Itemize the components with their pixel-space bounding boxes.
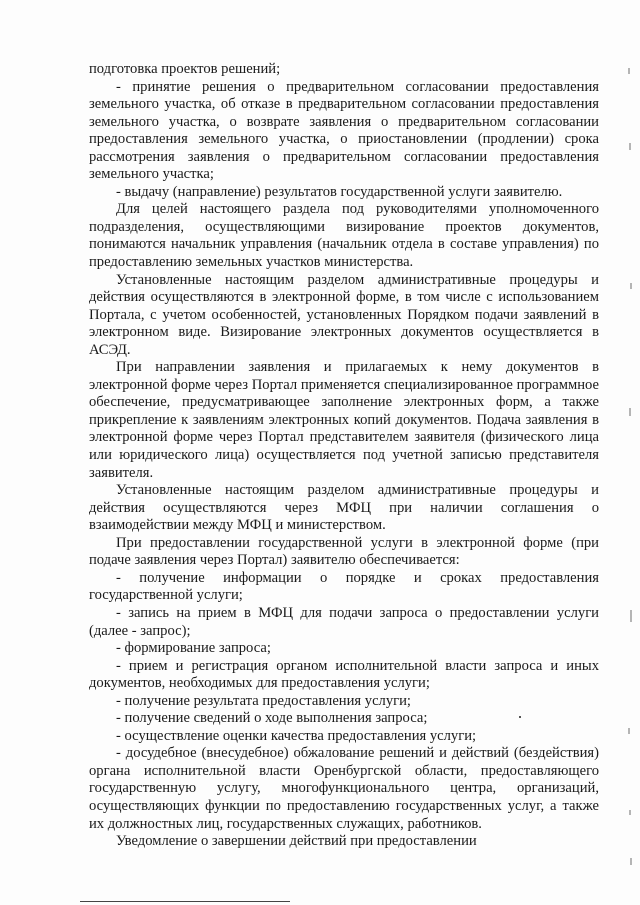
paragraph: Уведомление о завершении действий при предоставлении [116,833,477,850]
paragraph: Установленные настоящим разделом административные процедуры и действия осуществляются через МФЦ при наличии соглашения о взаимодействии между МФЦ и министерством. [89,482,599,534]
paragraph: - досудебное (внесудебное) обжалование решений и действий (бездействия) органа исполнительной власти Оренбургской области, предоставляющего государственную услугу, многофункционального центра, организаций, осуществляющих функции по предоставлению государственных услуг, а также их должностных лиц, государственных служащих, работников. [89,745,599,832]
scan-speck [628,68,630,74]
footer-rule [80,901,290,902]
scan-speck [629,408,631,416]
paragraph: - получение информации о порядке и сроках предоставления государственной услуги; [89,569,599,604]
paragraph: - получение сведений о ходе выполнения запроса; [116,710,428,727]
scan-speck [629,143,631,150]
paragraph: подготовка проектов решений; [89,61,281,77]
scan-speck [519,716,521,718]
paragraph: Установленные настоящим разделом административные процедуры и действия осуществляются в электронной форме, в том числе с использованием Портала, с учетом особенностей, установленных Порядком подачи заявлений в электронном виде. Визирование электронных документов осуществляется в АСЭД. [89,271,599,358]
paragraph: - формирование запроса; [116,640,271,657]
scan-speck [630,610,632,622]
paragraph: - выдачу (направление) результатов государственной услуги заявителю. [116,183,563,200]
paragraph: При предоставлении государственной услуги в электронной форме (при подаче заявления через Портал) заявителю обеспечивается: [89,534,599,569]
scan-speck [628,728,630,734]
paragraph: - получение результата предоставления услуги; [116,692,411,709]
scan-speck [630,858,632,865]
paragraph: - принятие решения о предварительном согласовании предоставления земельного участка, об отказе в предварительном согласовании предоставления земельного участка, о возврате заявления о предварительном согласовании предоставления земельного участка, о приостановлении (продлении) срока рассмотрения заявления о предварительном согласовании предоставления земельного участка; [89,78,599,183]
paragraph: - прием и регистрация органом исполнительной власти запроса и иных документов, необходимых для предоставления услуги; [89,657,599,692]
paragraph: Для целей настоящего раздела под руководителями уполномоченного подразделения, осуществляющими визирование проектов документов, понимаются начальник управления (начальник отдела в составе управления) по предоставлению земельных участков министерства. [89,201,599,271]
scan-speck [630,283,632,289]
paragraph: - осуществление оценки качества предоставления услуги; [116,727,477,744]
scan-speck [629,810,631,815]
paragraph: - запись на прием в МФЦ для подачи запроса о предоставлении услуги (далее - запрос); [89,604,599,639]
paragraph: При направлении заявления и прилагаемых к нему документов в электронной форме через Портал применяется специализированное программное обеспечение, предусматривающее заполнение электронных форм, а также прикрепление к заявлениям электронных копий документов. Подача заявления в электронной форме через Портал представителем заявителя (физического лица или юридического лица) осуществляется под учетной записью представителя заявителя. [89,359,599,481]
document-body [89,61,599,851]
